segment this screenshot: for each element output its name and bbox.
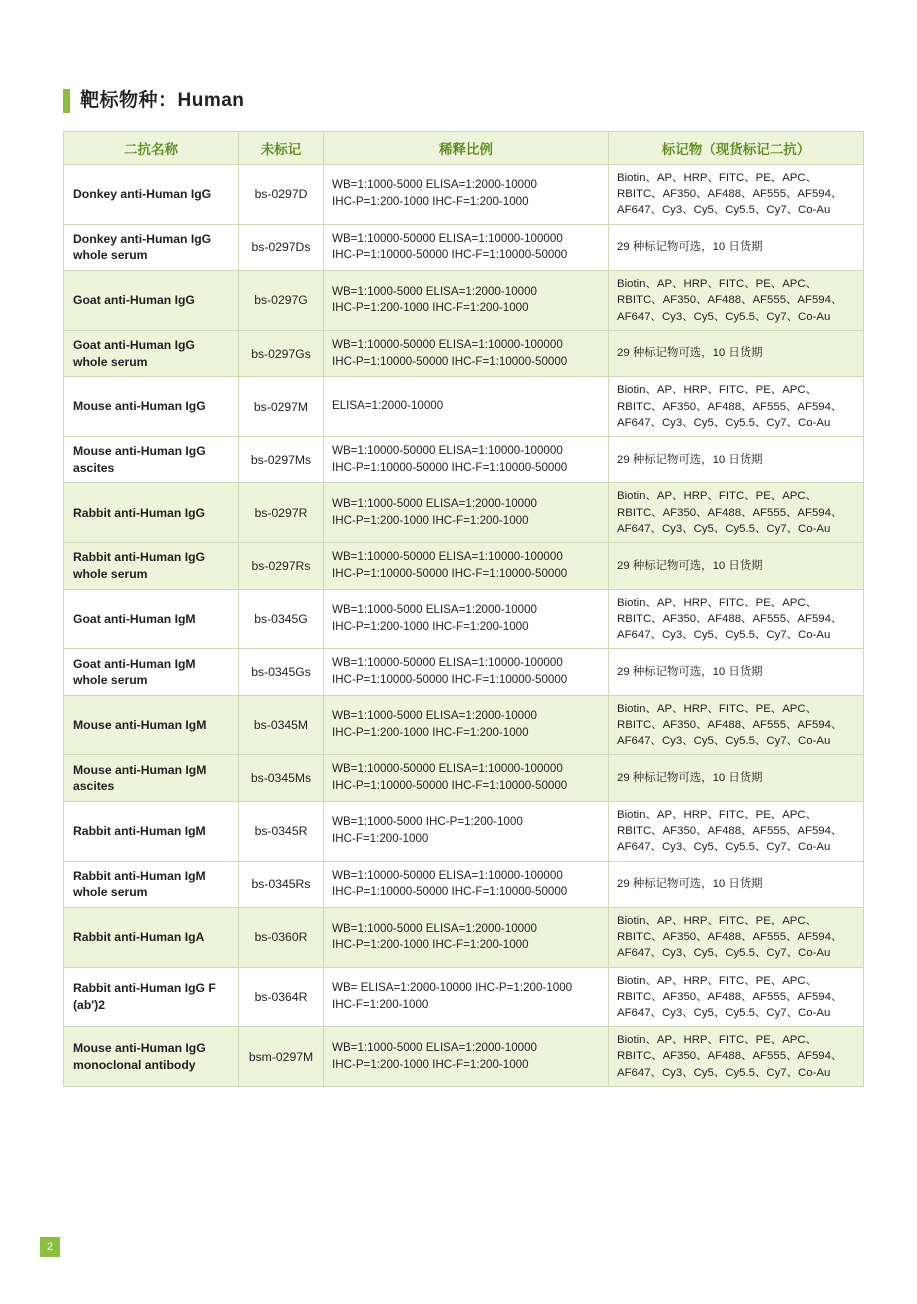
cell-catalog-code: bs-0345Rs: [239, 861, 324, 908]
cell-dilution: [324, 436, 609, 483]
marker-line: AF647、Cy3、Cy5、Cy5.5、Cy7、Co-Au: [617, 310, 831, 323]
cell-antibody-name: Mouse anti-Human IgG ascites: [64, 436, 239, 483]
table-row: [64, 165, 864, 225]
cell-catalog-code: bs-0345Gs: [239, 649, 324, 696]
marker-line: Biotin、AP、HRP、FITC、PE、APC、: [617, 808, 818, 821]
dilution-line: IHC-P=1:200-1000 IHC-F=1:200-1000: [332, 513, 529, 527]
dilution-line: WB= ELISA=1:2000-10000 IHC-P=1:200-1000: [332, 981, 573, 995]
dilution-line: WB=1:1000-5000 ELISA=1:2000-10000: [332, 603, 537, 617]
table-row: [64, 1027, 864, 1087]
cell-marker: [609, 377, 864, 437]
cell-antibody-name: Goat anti-Human IgM: [64, 589, 239, 649]
dilution-line: WB=1:1000-5000 ELISA=1:2000-10000: [332, 921, 537, 935]
table-header: [64, 132, 864, 165]
table-row: [64, 483, 864, 543]
marker-line: 29 种标记物可选，10 日货期: [617, 241, 763, 254]
marker-line: RBITC、AF350、AF488、AF555、AF594、: [617, 506, 843, 519]
dilution-line: WB=1:10000-50000 ELISA=1:10000-100000: [332, 337, 563, 351]
marker-line: AF647、Cy3、Cy5、Cy5.5、Cy7、Co-Au: [617, 1066, 831, 1079]
table-row: [64, 543, 864, 590]
cell-antibody-name: Donkey anti-Human IgG: [64, 165, 239, 225]
cell-catalog-code: bsm-0297M: [239, 1027, 324, 1087]
secondary-antibody-table: [63, 131, 864, 1087]
dilution-line: IHC-P=1:10000-50000 IHC-F=1:10000-50000: [332, 779, 568, 793]
dilution-line: IHC-F=1:200-1000: [332, 832, 429, 846]
cell-antibody-name: Goat anti-Human IgG: [64, 271, 239, 331]
marker-line: RBITC、AF350、AF488、AF555、AF594、: [617, 400, 843, 413]
cell-marker: [609, 695, 864, 755]
table-row: [64, 377, 864, 437]
marker-line: Biotin、AP、HRP、FITC、PE、APC、: [617, 384, 818, 397]
cell-marker: [609, 801, 864, 861]
cell-dilution: [324, 1027, 609, 1087]
cell-antibody-name: Mouse anti-Human IgM: [64, 695, 239, 755]
table-row: [64, 967, 864, 1027]
cell-dilution: [324, 165, 609, 225]
marker-line: AF647、Cy3、Cy5、Cy5.5、Cy7、Co-Au: [617, 416, 831, 429]
table-header-row: [64, 132, 864, 165]
marker-line: AF647、Cy3、Cy5、Cy5.5、Cy7、Co-Au: [617, 735, 831, 748]
table-row: [64, 330, 864, 377]
dilution-line: WB=1:10000-50000 ELISA=1:10000-100000: [332, 868, 563, 882]
marker-line: AF647、Cy3、Cy5、Cy5.5、Cy7、Co-Au: [617, 841, 831, 854]
dilution-line: WB=1:10000-50000 ELISA=1:10000-100000: [332, 656, 563, 670]
cell-dilution: [324, 271, 609, 331]
dilution-line: WB=1:1000-5000 ELISA=1:2000-10000: [332, 1040, 537, 1054]
cell-marker: [609, 271, 864, 331]
dilution-line: IHC-P=1:10000-50000 IHC-F=1:10000-50000: [332, 885, 568, 899]
marker-line: Biotin、AP、HRP、FITC、PE、APC、: [617, 702, 818, 715]
marker-line: Biotin、AP、HRP、FITC、PE、APC、: [617, 278, 818, 291]
cell-catalog-code: bs-0297Ds: [239, 224, 324, 271]
marker-line: 29 种标记物可选，10 日货期: [617, 559, 763, 572]
dilution-line: IHC-P=1:200-1000 IHC-F=1:200-1000: [332, 195, 529, 209]
marker-line: AF647、Cy3、Cy5、Cy5.5、Cy7、Co-Au: [617, 204, 831, 217]
marker-line: RBITC、AF350、AF488、AF555、AF594、: [617, 990, 843, 1003]
table-row: [64, 589, 864, 649]
marker-line: Biotin、AP、HRP、FITC、PE、APC、: [617, 596, 818, 609]
cell-catalog-code: bs-0345M: [239, 695, 324, 755]
cell-antibody-name: Rabbit anti-Human IgG whole serum: [64, 543, 239, 590]
dilution-line: IHC-P=1:10000-50000 IHC-F=1:10000-50000: [332, 672, 568, 686]
cell-dilution: [324, 908, 609, 968]
table-body: [64, 165, 864, 1087]
dilution-line: IHC-P=1:10000-50000 IHC-F=1:10000-50000: [332, 248, 568, 262]
cell-dilution: [324, 801, 609, 861]
dilution-line: IHC-P=1:10000-50000 IHC-F=1:10000-50000: [332, 354, 568, 368]
cell-marker: [609, 967, 864, 1027]
marker-line: 29 种标记物可选，10 日货期: [617, 665, 763, 678]
cell-dilution: [324, 649, 609, 696]
cell-antibody-name: Rabbit anti-Human IgM: [64, 801, 239, 861]
cell-antibody-name: Rabbit anti-Human IgA: [64, 908, 239, 968]
table-row: [64, 224, 864, 271]
marker-line: 29 种标记物可选，10 日货期: [617, 772, 763, 785]
cell-marker: [609, 483, 864, 543]
marker-line: AF647、Cy3、Cy5、Cy5.5、Cy7、Co-Au: [617, 629, 831, 641]
column-header-marker: 标记物（现货标记二抗）: [609, 132, 864, 165]
cell-catalog-code: bs-0345Ms: [239, 755, 324, 802]
cell-marker: [609, 224, 864, 271]
cell-antibody-name: Goat anti-Human IgG whole serum: [64, 330, 239, 377]
dilution-line: IHC-P=1:200-1000 IHC-F=1:200-1000: [332, 301, 529, 315]
dilution-line: IHC-P=1:10000-50000 IHC-F=1:10000-50000: [332, 566, 568, 580]
cell-catalog-code: bs-0297Ms: [239, 436, 324, 483]
column-header-name: 二抗名称: [64, 132, 239, 165]
cell-dilution: [324, 330, 609, 377]
marker-line: AF647、Cy3、Cy5、Cy5.5、Cy7、Co-Au: [617, 522, 831, 535]
dilution-line: IHC-P=1:200-1000 IHC-F=1:200-1000: [332, 726, 529, 740]
cell-marker: [609, 908, 864, 968]
table-row: [64, 755, 864, 802]
table-row: [64, 649, 864, 696]
cell-catalog-code: bs-0345R: [239, 801, 324, 861]
dilution-line: WB=1:1000-5000 IHC-P=1:200-1000: [332, 815, 523, 829]
cell-dilution: [324, 861, 609, 908]
cell-antibody-name: Donkey anti-Human IgG whole serum: [64, 224, 239, 271]
dilution-line: WB=1:10000-50000 ELISA=1:10000-100000: [332, 443, 563, 457]
title-accent-bar: [63, 89, 70, 113]
column-header-dilution: 稀释比例: [324, 132, 609, 165]
cell-catalog-code: bs-0297D: [239, 165, 324, 225]
cell-catalog-code: bs-0364R: [239, 967, 324, 1027]
cell-marker: [609, 589, 864, 649]
marker-line: AF647、Cy3、Cy5、Cy5.5、Cy7、Co-Au: [617, 947, 831, 960]
marker-line: 29 种标记物可选，10 日货期: [617, 878, 763, 891]
dilution-line: IHC-P=1:200-1000 IHC-F=1:200-1000: [332, 938, 529, 952]
table-row: [64, 695, 864, 755]
cell-dilution: [324, 755, 609, 802]
marker-line: RBITC、AF350、AF488、AF555、AF594、: [617, 825, 843, 838]
marker-line: RBITC、AF350、AF488、AF555、AF594、: [617, 612, 843, 625]
cell-catalog-code: bs-0297M: [239, 377, 324, 437]
dilution-line: ELISA=1:2000-10000: [332, 399, 444, 413]
marker-line: AF647、Cy3、Cy5、Cy5.5、Cy7、Co-Au: [617, 1007, 831, 1020]
dilution-line: IHC-P=1:200-1000 IHC-F=1:200-1000: [332, 619, 529, 633]
marker-line: RBITC、AF350、AF488、AF555、AF594、: [617, 188, 843, 201]
page-title-text: 靶标物种：Human: [80, 90, 245, 111]
cell-dilution: [324, 695, 609, 755]
cell-dilution: [324, 377, 609, 437]
column-header-code: 未标记: [239, 132, 324, 165]
cell-catalog-code: bs-0345G: [239, 589, 324, 649]
cell-marker: [609, 649, 864, 696]
marker-line: 29 种标记物可选，10 日货期: [617, 347, 763, 360]
page-title: [63, 86, 244, 116]
page-number-badge: 2: [40, 1237, 60, 1257]
table-row: [64, 271, 864, 331]
cell-marker: [609, 1027, 864, 1087]
cell-dilution: [324, 589, 609, 649]
table-row: [64, 801, 864, 861]
dilution-line: WB=1:10000-50000 ELISA=1:10000-100000: [332, 231, 563, 245]
dilution-line: IHC-P=1:10000-50000 IHC-F=1:10000-50000: [332, 460, 568, 474]
cell-antibody-name: Mouse anti-Human IgG monoclonal antibody: [64, 1027, 239, 1087]
table-row: [64, 861, 864, 908]
cell-marker: [609, 165, 864, 225]
dilution-line: WB=1:1000-5000 ELISA=1:2000-10000: [332, 284, 537, 298]
cell-antibody-name: Rabbit anti-Human IgG: [64, 483, 239, 543]
dilution-line: WB=1:1000-5000 ELISA=1:2000-10000: [332, 709, 537, 723]
cell-antibody-name: Rabbit anti-Human IgG F (ab')2: [64, 967, 239, 1027]
table-row: [64, 908, 864, 968]
cell-dilution: [324, 224, 609, 271]
cell-dilution: [324, 483, 609, 543]
cell-catalog-code: bs-0297Rs: [239, 543, 324, 590]
cell-marker: [609, 755, 864, 802]
cell-antibody-name: Rabbit anti-Human IgM whole serum: [64, 861, 239, 908]
marker-line: Biotin、AP、HRP、FITC、PE、APC、: [617, 974, 818, 987]
marker-line: RBITC、AF350、AF488、AF555、AF594、: [617, 931, 843, 944]
cell-marker: [609, 543, 864, 590]
dilution-line: WB=1:1000-5000 ELISA=1:2000-10000: [332, 178, 537, 192]
dilution-line: WB=1:10000-50000 ELISA=1:10000-100000: [332, 762, 563, 776]
cell-catalog-code: bs-0297G: [239, 271, 324, 331]
cell-catalog-code: bs-0360R: [239, 908, 324, 968]
dilution-line: IHC-F=1:200-1000: [332, 997, 429, 1011]
dilution-line: IHC-P=1:200-1000 IHC-F=1:200-1000: [332, 1057, 529, 1071]
marker-line: Biotin、AP、HRP、FITC、PE、APC、: [617, 490, 818, 503]
cell-antibody-name: Goat anti-Human IgM whole serum: [64, 649, 239, 696]
marker-line: RBITC、AF350、AF488、AF555、AF594、: [617, 718, 843, 731]
cell-catalog-code: bs-0297R: [239, 483, 324, 543]
marker-line: 29 种标记物可选，10 日货期: [617, 453, 763, 466]
marker-line: Biotin、AP、HRP、FITC、PE、APC、: [617, 172, 818, 184]
cell-antibody-name: Mouse anti-Human IgM ascites: [64, 755, 239, 802]
marker-line: RBITC、AF350、AF488、AF555、AF594、: [617, 294, 843, 307]
cell-marker: [609, 436, 864, 483]
dilution-line: WB=1:1000-5000 ELISA=1:2000-10000: [332, 496, 537, 510]
cell-dilution: [324, 967, 609, 1027]
cell-antibody-name: Mouse anti-Human IgG: [64, 377, 239, 437]
marker-line: Biotin、AP、HRP、FITC、PE、APC、: [617, 915, 818, 928]
dilution-line: WB=1:10000-50000 ELISA=1:10000-100000: [332, 550, 563, 564]
marker-line: RBITC、AF350、AF488、AF555、AF594、: [617, 1050, 843, 1063]
table-row: [64, 436, 864, 483]
cell-dilution: [324, 543, 609, 590]
marker-line: Biotin、AP、HRP、FITC、PE、APC、: [617, 1034, 818, 1047]
cell-marker: [609, 861, 864, 908]
cell-marker: [609, 330, 864, 377]
cell-catalog-code: bs-0297Gs: [239, 330, 324, 377]
